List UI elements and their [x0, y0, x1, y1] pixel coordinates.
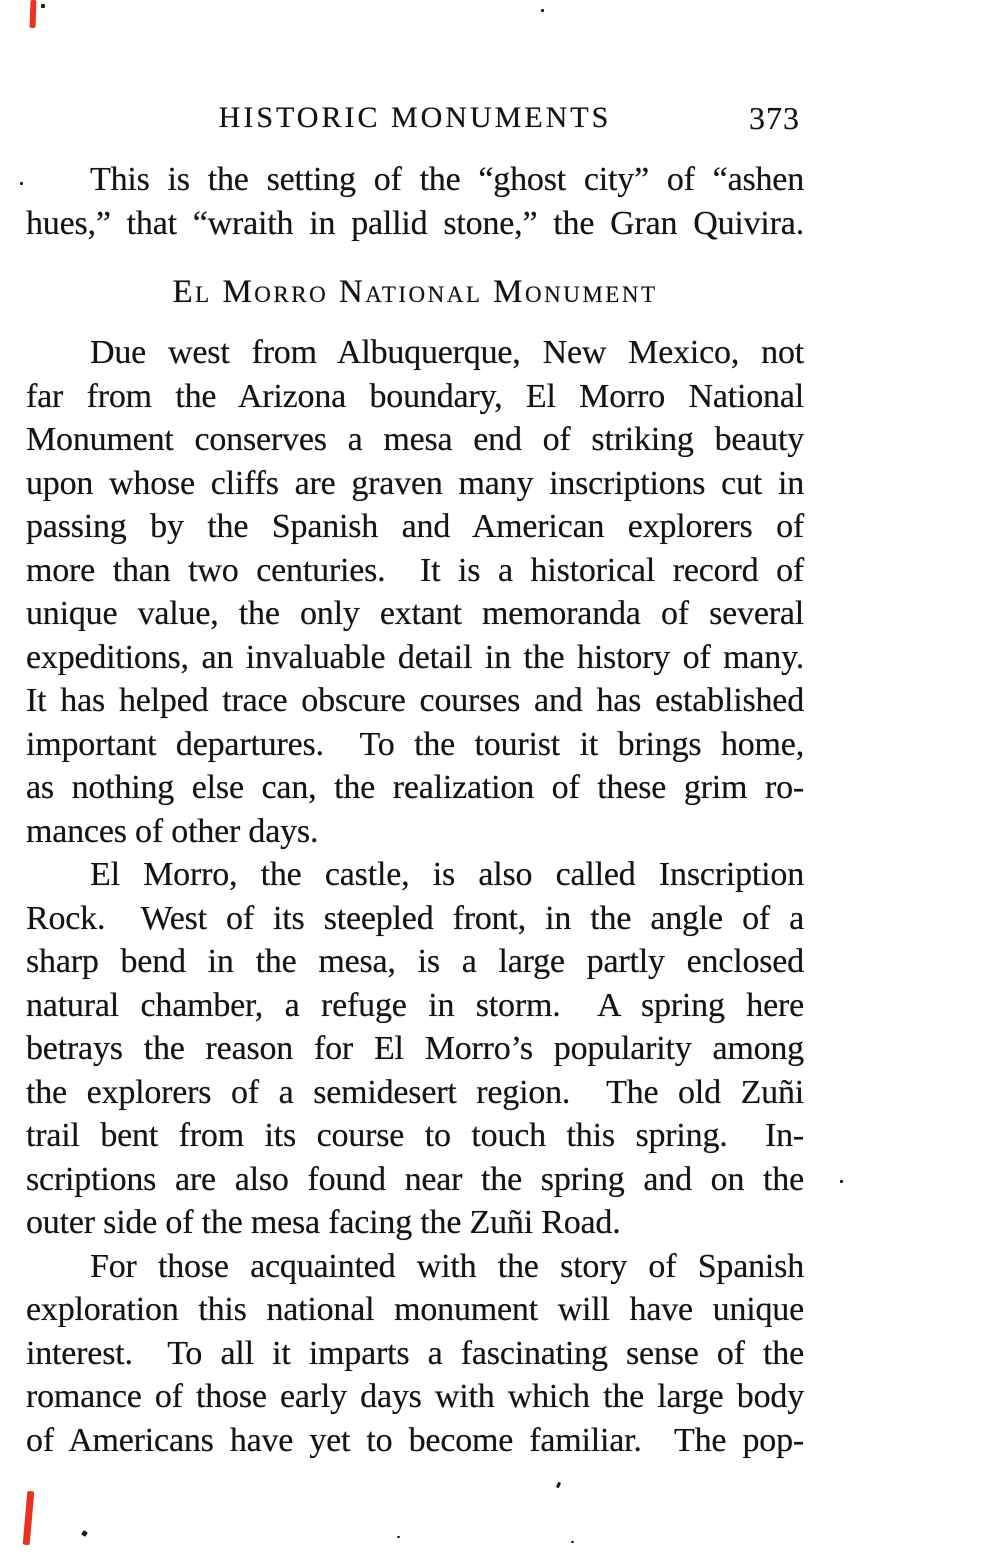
content-blocks	[26, 158, 804, 1462]
text-line: passing by the Spanish and American explorers of	[26, 508, 804, 545]
text-line: hues,” that “wraith in pallid stone,” the Gran Quivira.	[26, 204, 804, 242]
text-line: important departures. To the tourist it brings home,	[26, 725, 804, 763]
scan-speck	[556, 1482, 561, 1489]
scan-speck	[541, 9, 544, 12]
text-line: of Americans have yet to become familiar. The pop-	[26, 1421, 804, 1459]
red-scan-mark-top-left	[30, 0, 37, 28]
text-line: unique value, the only extant memoranda of several	[26, 595, 804, 632]
text-line: the explorers of a semidesert region. The old Zuñi	[26, 1073, 804, 1111]
text-line: It has helped trace obscure courses and has established	[26, 682, 804, 719]
text-line: scriptions are also found near the spring and on the	[26, 1160, 804, 1198]
text-line: mances of other days.	[26, 812, 319, 850]
text-line: upon whose cliffs are graven many inscriptions cut in	[26, 464, 804, 502]
text-line: natural chamber, a refuge in storm. A spring here	[26, 986, 804, 1024]
scan-speck	[397, 1536, 400, 1538]
scan-speck	[41, 4, 45, 8]
text-line: interest. To all it imparts a fascinating sense of the	[26, 1334, 804, 1372]
text-line: trail bent from its course to touch this spring. In-	[26, 1117, 804, 1154]
text-line: Due west from Albuquerque, New Mexico, not	[90, 334, 804, 371]
text-line: outer side of the mesa facing the Zuñi Road.	[26, 1204, 621, 1241]
red-scan-mark-bottom-left	[23, 1491, 35, 1545]
page-number: 373	[749, 100, 800, 136]
text-line: This is the setting of the “ghost city” of “ashen	[90, 161, 804, 198]
text-line: sharp bend in the mesa, is a large partly enclosed	[26, 943, 804, 980]
text-line: as nothing else can, the realization of these grim ro-	[26, 769, 804, 806]
text-line: romance of those early days with which the large body	[26, 1378, 804, 1415]
text-line: far from the Arizona boundary, El Morro National	[26, 377, 804, 415]
text-line: For those acquainted with the story of Spanish	[90, 1247, 804, 1285]
section-heading: El Morro National Monument	[172, 274, 658, 310]
text-line: Rock. West of its steepled front, in the angle of a	[26, 899, 804, 937]
text-line: exploration this national monument will have unique	[26, 1291, 804, 1328]
scan-speck	[20, 182, 23, 185]
text-line: betrays the reason for El Morro’s popularity among	[26, 1030, 804, 1067]
text-line: Monument conserves a mesa end of striking beauty	[26, 421, 804, 458]
running-title: HISTORIC MONUMENTS	[218, 101, 612, 134]
page-header	[26, 98, 804, 138]
text-line: expeditions, an invaluable detail in the history of many.	[26, 638, 804, 676]
scan-speck	[81, 1530, 88, 1537]
scan-speck	[571, 1541, 574, 1543]
scan-speck	[840, 1180, 843, 1183]
text-line: more than two centuries. It is a historical record of	[26, 551, 804, 589]
text-line: El Morro, the castle, is also called Inscription	[90, 856, 804, 893]
